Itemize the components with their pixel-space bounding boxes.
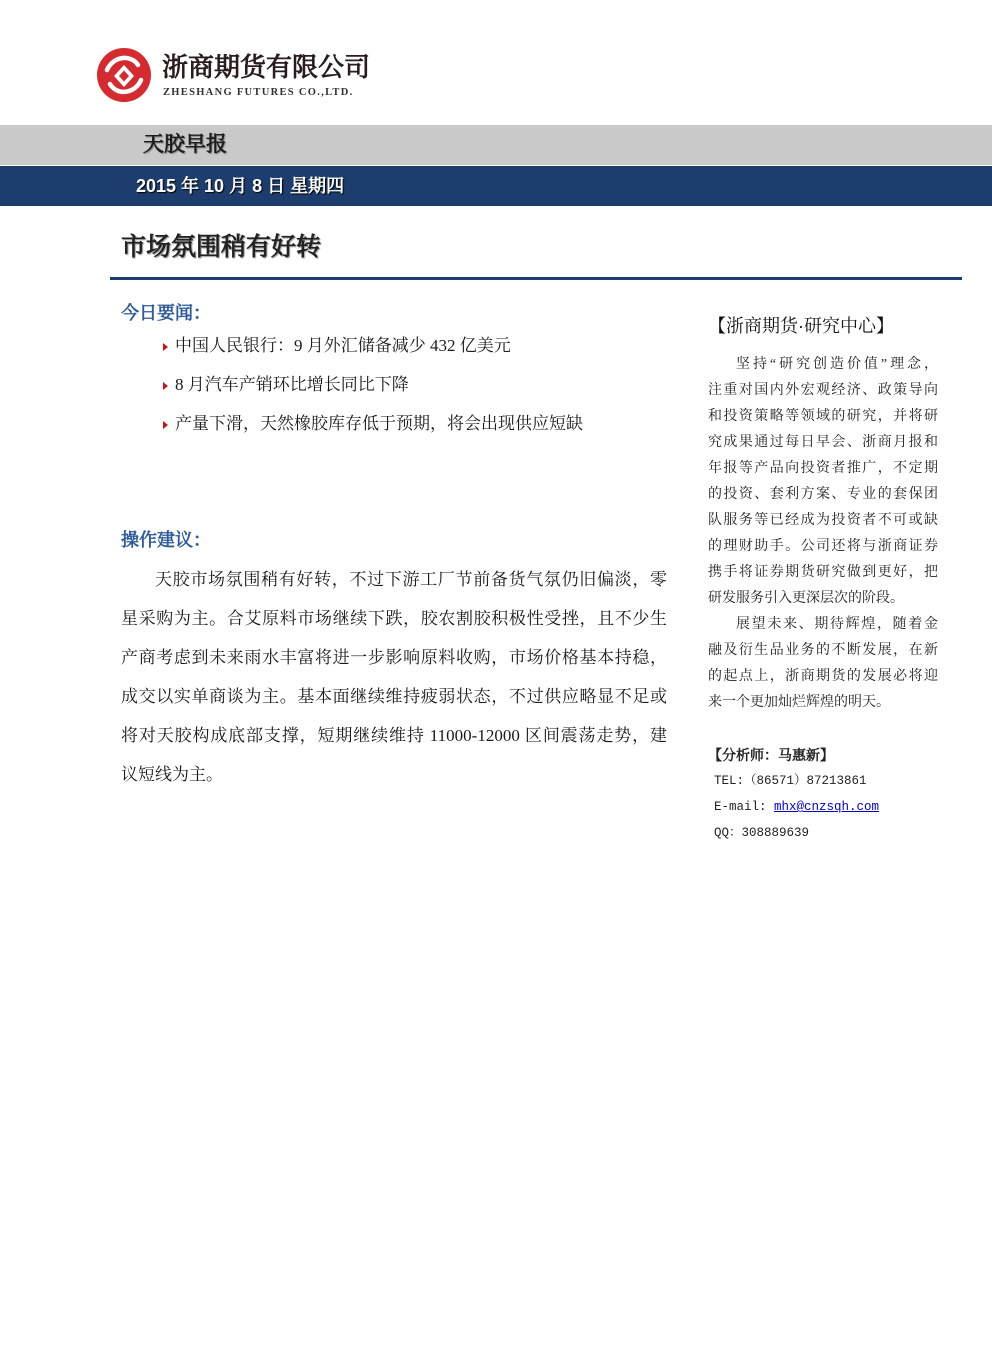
company-name: 浙商期货有限公司 [162,52,371,82]
intro-line: 展望未来、期待辉煌，随着金 [736,617,938,632]
research-center-intro [708,352,938,716]
advice-line: 将对天胶构成底部支撑，短期继续维持 11000-12000 区间震荡走势，建 [121,726,667,745]
advice-line: 星采购为主。合艾原料市场继续下跌，胶农割胶积极性受挫，且不少生 [121,609,667,628]
headline: 市场氛围稍有好转 [121,233,322,261]
advice-line: 成交以实单商谈为主。基本面继续维持疲弱状态，不过供应略显不足或 [121,687,667,706]
intro-line: 坚持“研究创造价值”理念， [736,357,938,372]
advice-heading: 操作建议： [121,530,211,550]
report-title: 天胶早报 [143,133,227,156]
report-title-band [0,125,992,165]
date-band [0,166,992,206]
email-link[interactable]: mhx@cnzsqh.com [774,800,880,814]
advice-line: 议短线为主。 [121,765,223,784]
company-name-english: ZHESHANG FUTURES CO.,LTD. [163,87,354,98]
intro-line: 队服务等已经成为投资者不可或缺 [708,513,938,528]
bullet-arrow-icon [163,382,168,390]
advice-line: 天胶市场氛围稍有好转，不过下游工厂节前备货气氛仍旧偏淡，零 [155,570,667,589]
intro-line: 携手将证券期货研究做到更好，把 [708,565,938,580]
advice-paragraph [121,560,667,794]
company-logo-icon [96,47,152,103]
email-label: E-mail: [714,800,767,814]
news-item-text: 中国人民银行：9 月外汇储备减少 432 亿美元 [175,336,511,355]
news-list [163,326,683,443]
news-item-text: 产量下滑，天然橡胶库存低于预期，将会出现供应短缺 [175,414,583,433]
intro-line: 的投资、套利方案、专业的套保团 [708,487,938,502]
research-center-title: 【浙商期货·研究中心】 [708,316,894,336]
analyst-label: 【分析师：马惠新】 [708,747,834,763]
intro-line: 融及衍生品业务的不断发展，在新 [708,643,938,658]
intro-line: 的理财助手。公司还将与浙商证券 [708,539,938,554]
intro-line: 年报等产品向投资者推广，不定期 [708,461,938,476]
news-item [163,404,683,443]
analyst-tel: TEL:（86571）87213861 [714,774,867,788]
bullet-arrow-icon [163,421,168,429]
intro-line: 研发服务引入更深层次的阶段。 [708,591,904,606]
analyst-contacts [714,768,954,846]
news-item [163,326,683,365]
intro-line: 的起点上，浙商期货的发展必将迎 [708,669,938,684]
intro-line: 来一个更加灿烂辉煌的明天。 [708,695,890,710]
intro-line: 究成果通过每日早会、浙商月报和 [708,435,938,450]
analyst-qq: QQ：308889639 [714,826,810,840]
news-item [163,365,683,404]
headline-divider [110,277,962,280]
news-item-text: 8 月汽车产销环比增长同比下降 [175,375,409,394]
intro-line: 注重对国内外宏观经济、政策导向 [708,383,938,398]
advice-line: 产商考虑到未来雨水丰富将进一步影响原料收购，市场价格基本持稳， [121,648,667,667]
news-heading: 今日要闻： [121,303,211,323]
intro-line: 和投资策略等领域的研究，并将研 [708,409,938,424]
analyst-email-row [714,794,954,820]
report-date: 2015 年 10 月 8 日 星期四 [136,176,345,196]
bullet-arrow-icon [163,343,168,351]
